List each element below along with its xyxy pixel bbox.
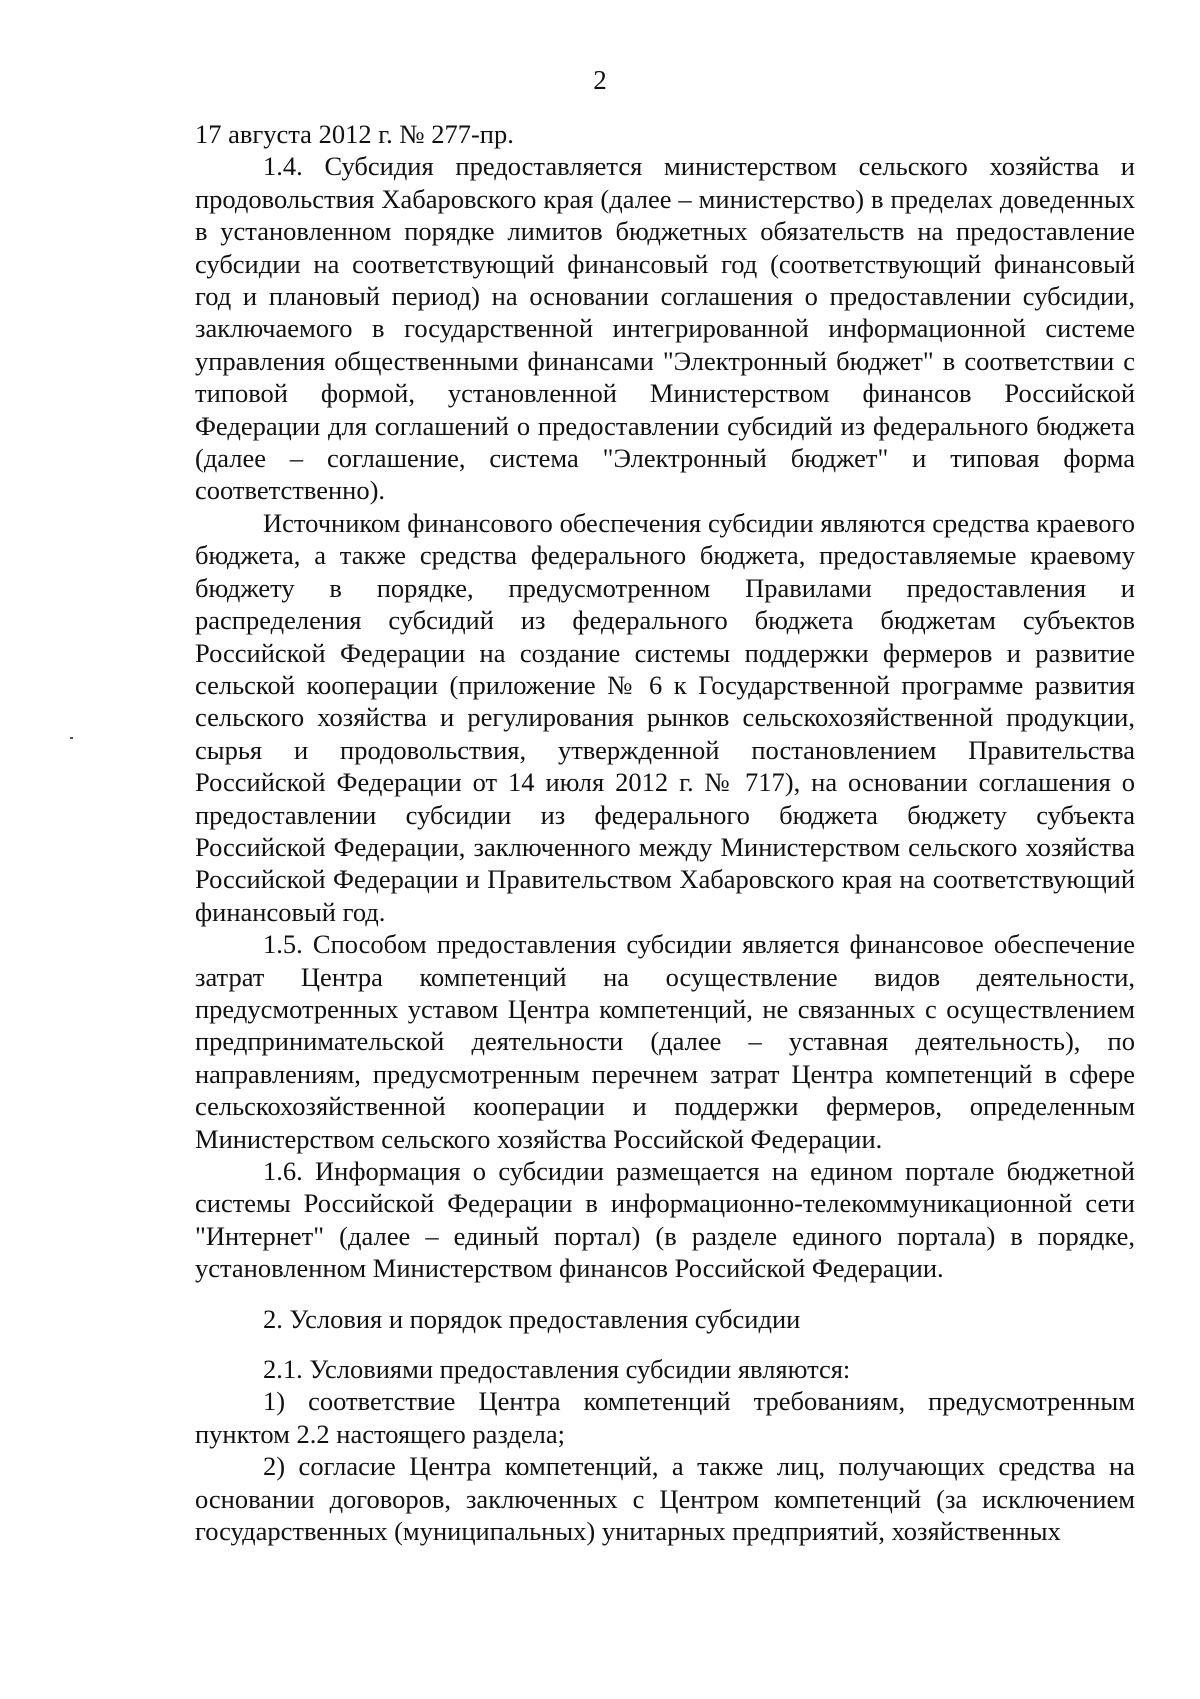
- paragraph-funding-source: Источником финансового обеспечения субсидии являются средства краевого бюджета, а также средства федерального бюджета, предоставляемые краевому бюджету в порядке, предусмотренном Правилами предоставления и распределения субсидий из федерального бюджета бюджетам субъектов Российской Федерации на создание системы поддержки фермеров и развитие сельской кооперации (приложение № 6 к Государственной программе развития сельского хозяйства и регулирования рынков сельскохозяйственной продукции, сырья и продовольствия, утвержденной постановлением Правительства Российской Федерации от 14 июля 2012 г. № 717), на основании соглашения о предоставлении субсидии из федерального бюджета бюджету субъекта Российской Федерации, заключенного между Министерством сельского хозяйства Российской Федерации и Правительством Хабаровского края на соответствующий финансовый год.: [195, 507, 1135, 927]
- paragraph-1-4: 1.4. Субсидия предоставляется министерством сельского хозяйства и продовольствия Хабаровского края (далее – министерство) в пределах доведенных в установленном порядке лимитов бюджетных обязательств на предоставление субсидии на соответствующий финансовый год (соответствующий финансовый год и плановый период) на основании соглашения о предоставлении субсидии, заключаемого в государственной интегрированной информационной системе управления общественными финансами "Электронный бюджет" в соответствии с типовой формой, установленной Министерством финансов Российской Федерации для соглашений о предоставлении субсидий из федерального бюджета (далее – соглашение, система "Электронный бюджет" и типовая форма соответственно).: [195, 151, 1135, 506]
- paragraph-order-reference: 17 августа 2012 г. № 277-пр.: [195, 119, 514, 149]
- scan-speck: [70, 737, 73, 739]
- document-body: [195, 118, 1135, 1547]
- paragraph-1-5: 1.5. Способом предоставления субсидии является финансовое обеспечение затрат Центра компетенций на осуществление видов деятельности, предусмотренных уставом Центра компетенций, не связанных с осуществлением предпринимательской деятельности (далее – уставная деятельность), по направлениям, предусмотренным перечнем затрат Центра компетенций в сфере сельскохозяйственной кооперации и поддержки фермеров, определенным Министерством сельского хозяйства Российской Федерации.: [195, 929, 1135, 1154]
- section-2-heading: 2. Условия и порядок предоставления субсидии: [263, 1303, 801, 1334]
- paragraph-2-1: 2.1. Условиями предоставления субсидии являются:: [263, 1354, 851, 1385]
- paragraph-1-6: 1.6. Информация о субсидии размещается на едином портале бюджетной системы Российской Федерации в информационно-телекоммуникационной сети "Интернет" (далее – единый портал) (в разделе единого портала) в порядке, установленном Министерством финансов Российской Федерации.: [195, 1156, 1135, 1284]
- list-item-2: 2) согласие Центра компетенций, а также лиц, получающих средства на основании договоров, заключенных с Центром компетенций (за исключением государственных (муниципальных) унитарных предприятий, хозяйственных: [195, 1451, 1135, 1547]
- page-number: 2: [593, 65, 607, 95]
- list-item-1: 1) соответствие Центра компетенций требованиям, предусмотренным пунктом 2.2 настоящего раздела;: [195, 1386, 1135, 1449]
